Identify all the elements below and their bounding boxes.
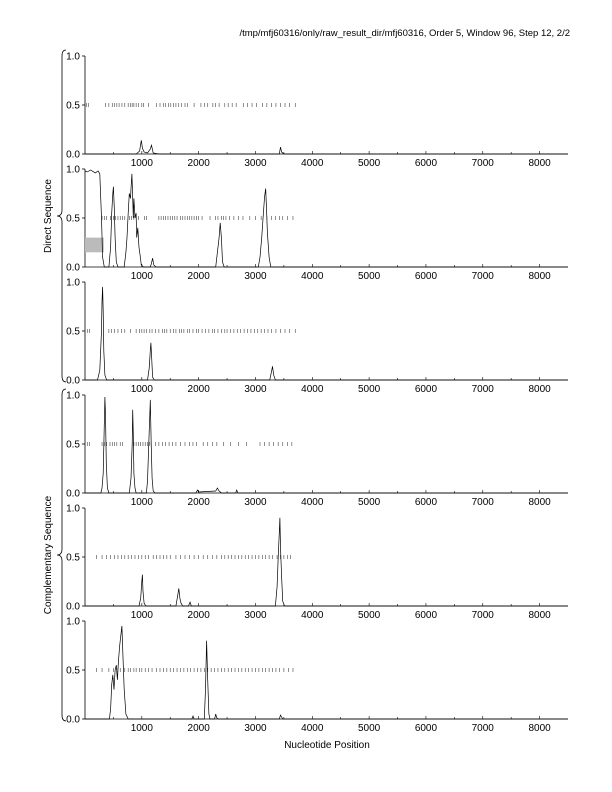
panel-2 [66,165,568,283]
x-tick-label: 6000 [414,271,438,282]
x-tick-label: 1000 [130,158,153,169]
y-tick-label: 0.0 [66,488,80,500]
x-tick-label: 8000 [528,271,551,282]
series-line [85,287,568,380]
y-tick-label: 0.5 [66,665,80,677]
x-tick-label: 8000 [528,497,551,508]
x-tick-label: 6000 [414,610,438,621]
x-tick-label: 7000 [471,384,494,395]
series-line [85,170,568,267]
x-tick-label: 2000 [187,158,210,169]
panel-6 [66,617,568,735]
x-tick-label: 4000 [301,271,324,282]
panel-5 [66,504,568,622]
group-label: Complementary Sequence [43,495,54,615]
panels [66,52,568,735]
x-tick-label: 3000 [244,723,267,734]
y-tick-label: 0.5 [66,213,80,225]
x-tick-label: 5000 [357,271,381,282]
x-tick-label: 1000 [130,497,153,508]
x-tick-label: 7000 [471,610,494,621]
chart-title: /tmp/mfj60316/only/raw_result_dir/mfj60316, Order 5, Window 96, Step 12, 2/2 [239,28,570,39]
y-tick-label: 0.0 [66,601,80,613]
x-tick-label: 8000 [528,384,551,395]
panel-3 [66,278,568,396]
x-tick-label: 3000 [244,610,267,621]
x-tick-label: 1000 [130,723,153,734]
y-tick-label: 0.5 [66,326,80,338]
x-tick-label: 6000 [414,384,438,395]
x-tick-label: 1000 [130,271,153,282]
y-tick-label: 0.5 [66,100,80,112]
x-tick-label: 2000 [187,610,210,621]
group-2 [43,389,66,721]
x-tick-label: 5000 [357,158,381,169]
x-tick-label: 3000 [244,271,267,282]
x-tick-label: 4000 [301,497,324,508]
x-tick-label: 8000 [528,158,551,169]
group-brace [57,50,66,382]
x-tick-label: 6000 [414,723,438,734]
x-tick-label: 4000 [301,384,324,395]
x-tick-label: 2000 [187,497,210,508]
frame-indicator [85,238,104,253]
x-tick-label: 7000 [471,497,494,508]
x-tick-label: 3000 [244,384,267,395]
y-tick-label: 0.5 [66,552,80,564]
series-line [85,397,568,493]
x-tick-label: 5000 [357,497,381,508]
group-label: Direct Sequence [43,179,54,253]
series-line [85,626,568,719]
x-axis-label: Nucleotide Position [284,740,370,751]
x-tick-label: 5000 [357,384,381,395]
y-tick-label: 0.0 [66,262,80,274]
y-tick-label: 0.0 [66,714,80,726]
group-brace [57,389,66,721]
y-tick-label: 1.0 [66,277,80,289]
x-tick-label: 7000 [471,723,494,734]
y-tick-label: 1.0 [66,503,80,515]
x-tick-label: 2000 [187,384,210,395]
x-tick-label: 3000 [244,158,267,169]
panel-1 [66,52,568,170]
x-tick-label: 4000 [301,610,324,621]
x-tick-label: 5000 [357,723,381,734]
y-tick-label: 0.0 [66,149,80,161]
series-line [85,518,568,606]
x-tick-label: 2000 [187,271,210,282]
series-line [85,140,568,154]
x-tick-label: 1000 [130,384,153,395]
group-1 [43,50,66,382]
x-tick-label: 7000 [471,158,494,169]
y-tick-label: 1.0 [66,390,80,402]
x-tick-label: 5000 [357,610,381,621]
y-tick-label: 0.0 [66,375,80,387]
x-tick-label: 4000 [301,723,324,734]
x-tick-label: 4000 [301,158,324,169]
x-tick-label: 7000 [471,271,494,282]
x-tick-label: 8000 [528,610,551,621]
y-tick-label: 1.0 [66,51,80,63]
sequence-groups [43,50,66,721]
y-tick-label: 1.0 [66,616,80,628]
x-tick-label: 3000 [244,497,267,508]
y-tick-label: 0.5 [66,439,80,451]
y-tick-label: 1.0 [66,164,80,176]
x-tick-label: 6000 [414,497,438,508]
x-tick-label: 8000 [528,723,551,734]
x-tick-label: 2000 [187,723,210,734]
panel-4 [66,391,568,509]
x-tick-label: 6000 [414,158,438,169]
x-tick-label: 1000 [130,610,153,621]
